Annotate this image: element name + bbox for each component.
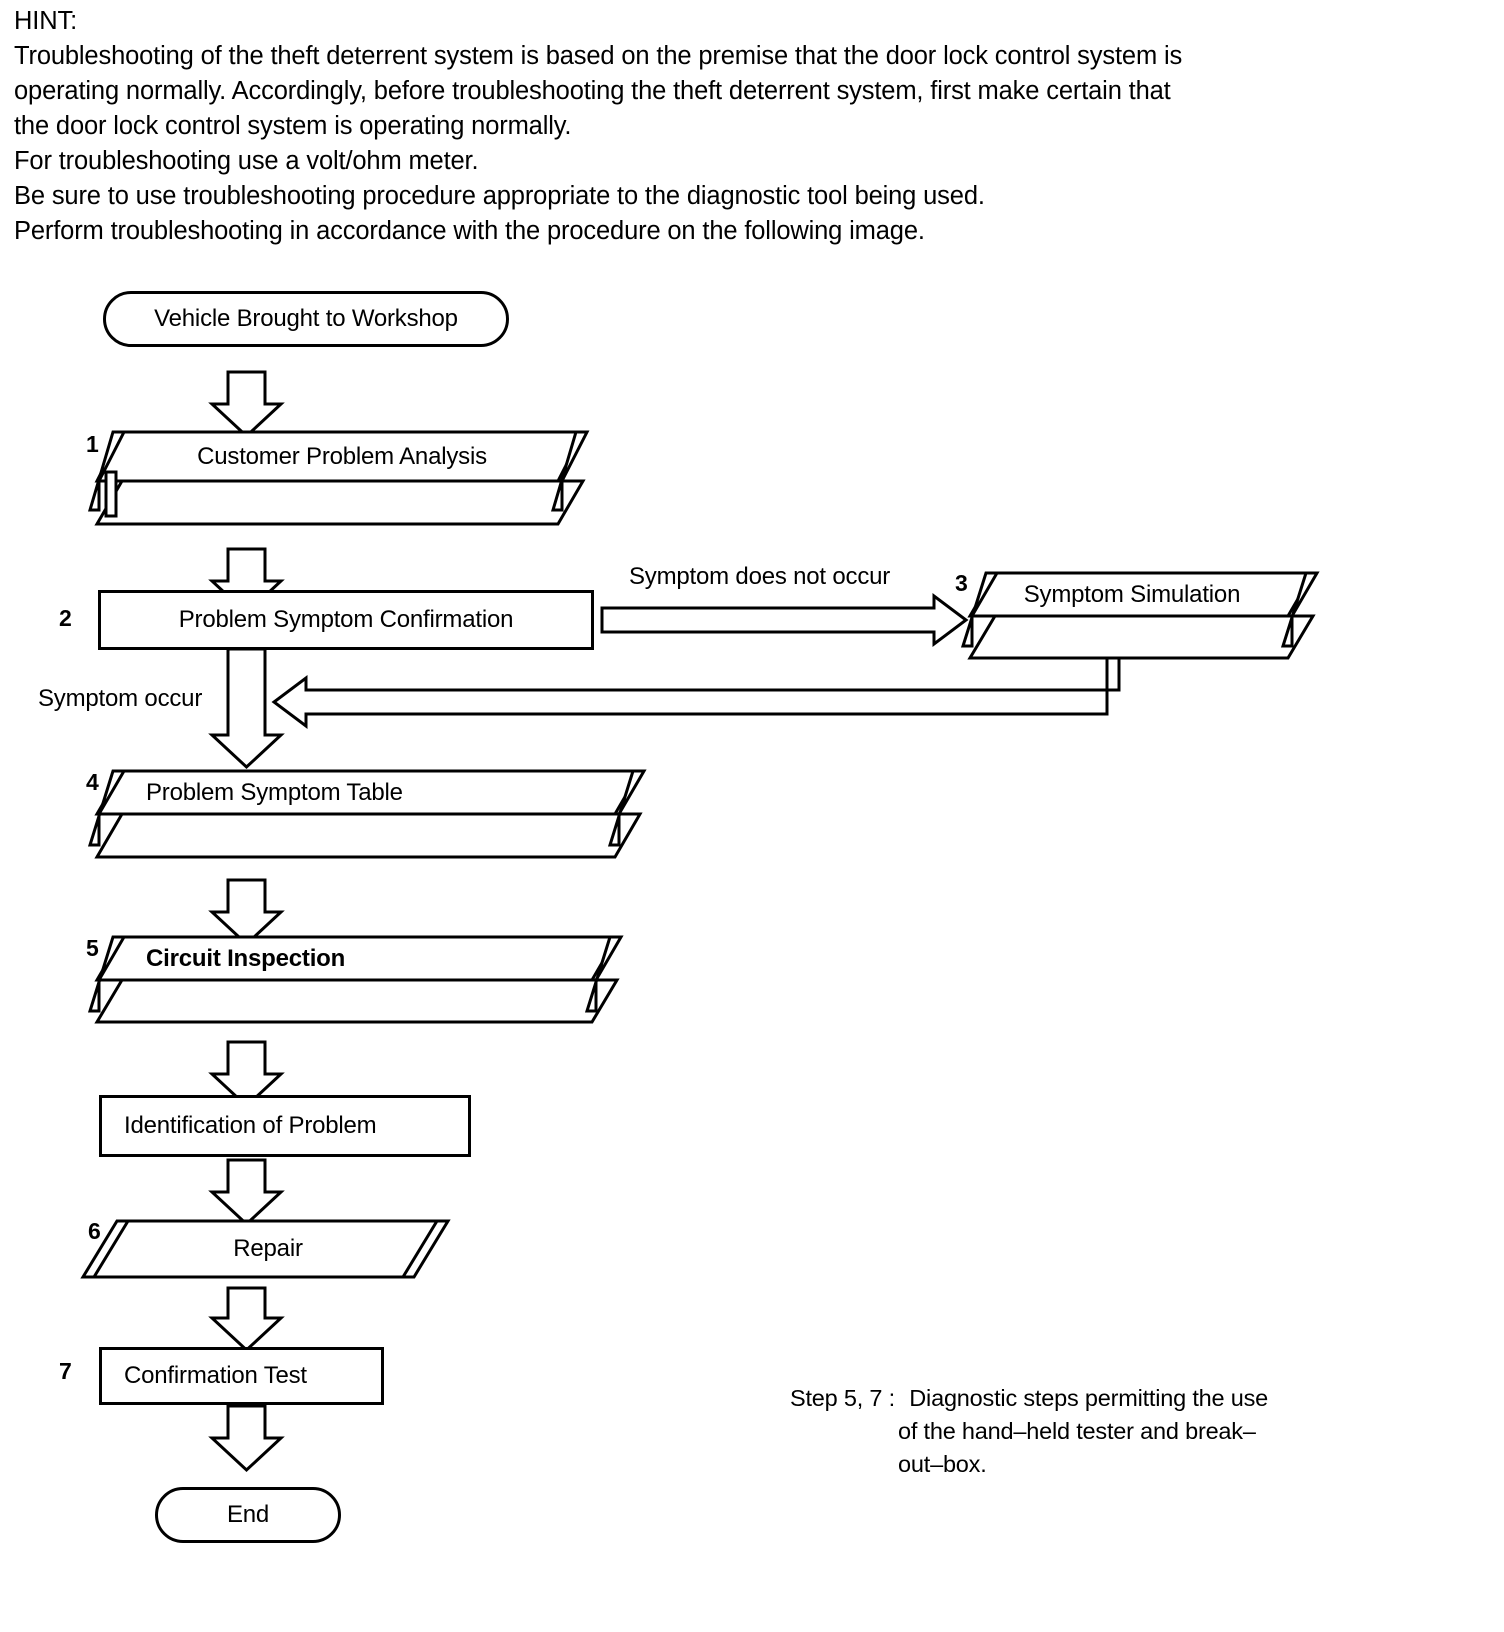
node-step2-label: Problem Symptom Confirmation: [178, 606, 514, 633]
node-step6-label: Repair: [233, 1235, 303, 1262]
step-number-3: 3: [955, 570, 968, 596]
hint-line-1: Troubleshooting of the theft deterrent system is based on the premise that the door lock control system is: [14, 42, 1183, 70]
hint-line-4: For troubleshooting use a volt/ohm meter.: [14, 147, 479, 175]
arrow-identification-to-step6: [212, 1160, 281, 1224]
step-number-5: 5: [86, 935, 99, 961]
diagnostic-note-line2: of the hand–held tester and break–: [898, 1418, 1256, 1444]
node-start-label: Vehicle Brought to Workshop: [154, 305, 458, 332]
arrow-step2-to-step3: [602, 596, 966, 644]
arrow-step4-to-step5: [212, 880, 281, 944]
diagnostic-note-prefix: Step 5, 7 :: [790, 1385, 895, 1411]
node-step3-label: Symptom Simulation: [1023, 581, 1241, 608]
node-step2[interactable]: [98, 590, 594, 650]
step-number-4: 4: [86, 769, 99, 795]
step-number-6: 6: [88, 1218, 101, 1244]
arrow-step7-to-end: [212, 1406, 281, 1470]
hint-heading: HINT:: [14, 7, 78, 35]
hint-line-2: operating normally. Accordingly, before troubleshooting the theft deterrent system, first make certain that: [14, 77, 1171, 105]
arrow-step6-to-step7: [212, 1288, 281, 1350]
step-number-7: 7: [59, 1358, 72, 1384]
node-end[interactable]: [155, 1487, 341, 1543]
diagnostic-note-line3: out–box.: [898, 1451, 987, 1477]
node-step6[interactable]: [92, 1221, 444, 1277]
node-start[interactable]: [103, 291, 509, 347]
step-number-2: 2: [59, 605, 72, 631]
node-step5-label: Circuit Inspection: [146, 945, 346, 972]
node-step5[interactable]: [100, 937, 535, 981]
edge-label-symptom-occur: Symptom occur: [38, 685, 203, 712]
node-step4[interactable]: [100, 771, 535, 815]
hint-line-3: the door lock control system is operating normally.: [14, 112, 572, 140]
node-step1[interactable]: [97, 432, 587, 482]
node-step1-label: Customer Problem Analysis: [197, 443, 487, 470]
node-step3[interactable]: [972, 573, 1292, 617]
hint-line-6: Perform troubleshooting in accordance with the procedure on the following image.: [14, 217, 925, 245]
arrow-start-to-step1: [212, 372, 281, 436]
arrow-step2-to-step4: [212, 649, 281, 767]
step-number-1: 1: [86, 431, 99, 457]
edge-label-symptom-does-not-occur: Symptom does not occur: [629, 563, 891, 590]
node-end-label: End: [226, 1501, 270, 1528]
hint-line-5: Be sure to use troubleshooting procedure appropriate to the diagnostic tool being used.: [14, 182, 985, 210]
node-step4-label: Problem Symptom Table: [146, 779, 403, 806]
diagnostic-note: [790, 1382, 1390, 1481]
diagnostic-note-line1: Diagnostic steps permitting the use: [909, 1385, 1269, 1411]
node-identification[interactable]: [99, 1095, 471, 1157]
node-identification-label: Identification of Problem: [124, 1112, 377, 1139]
node-step7[interactable]: [99, 1347, 384, 1405]
arrow-step3-feedback-loop: [274, 658, 1119, 726]
node-step7-label: Confirmation Test: [124, 1362, 307, 1389]
